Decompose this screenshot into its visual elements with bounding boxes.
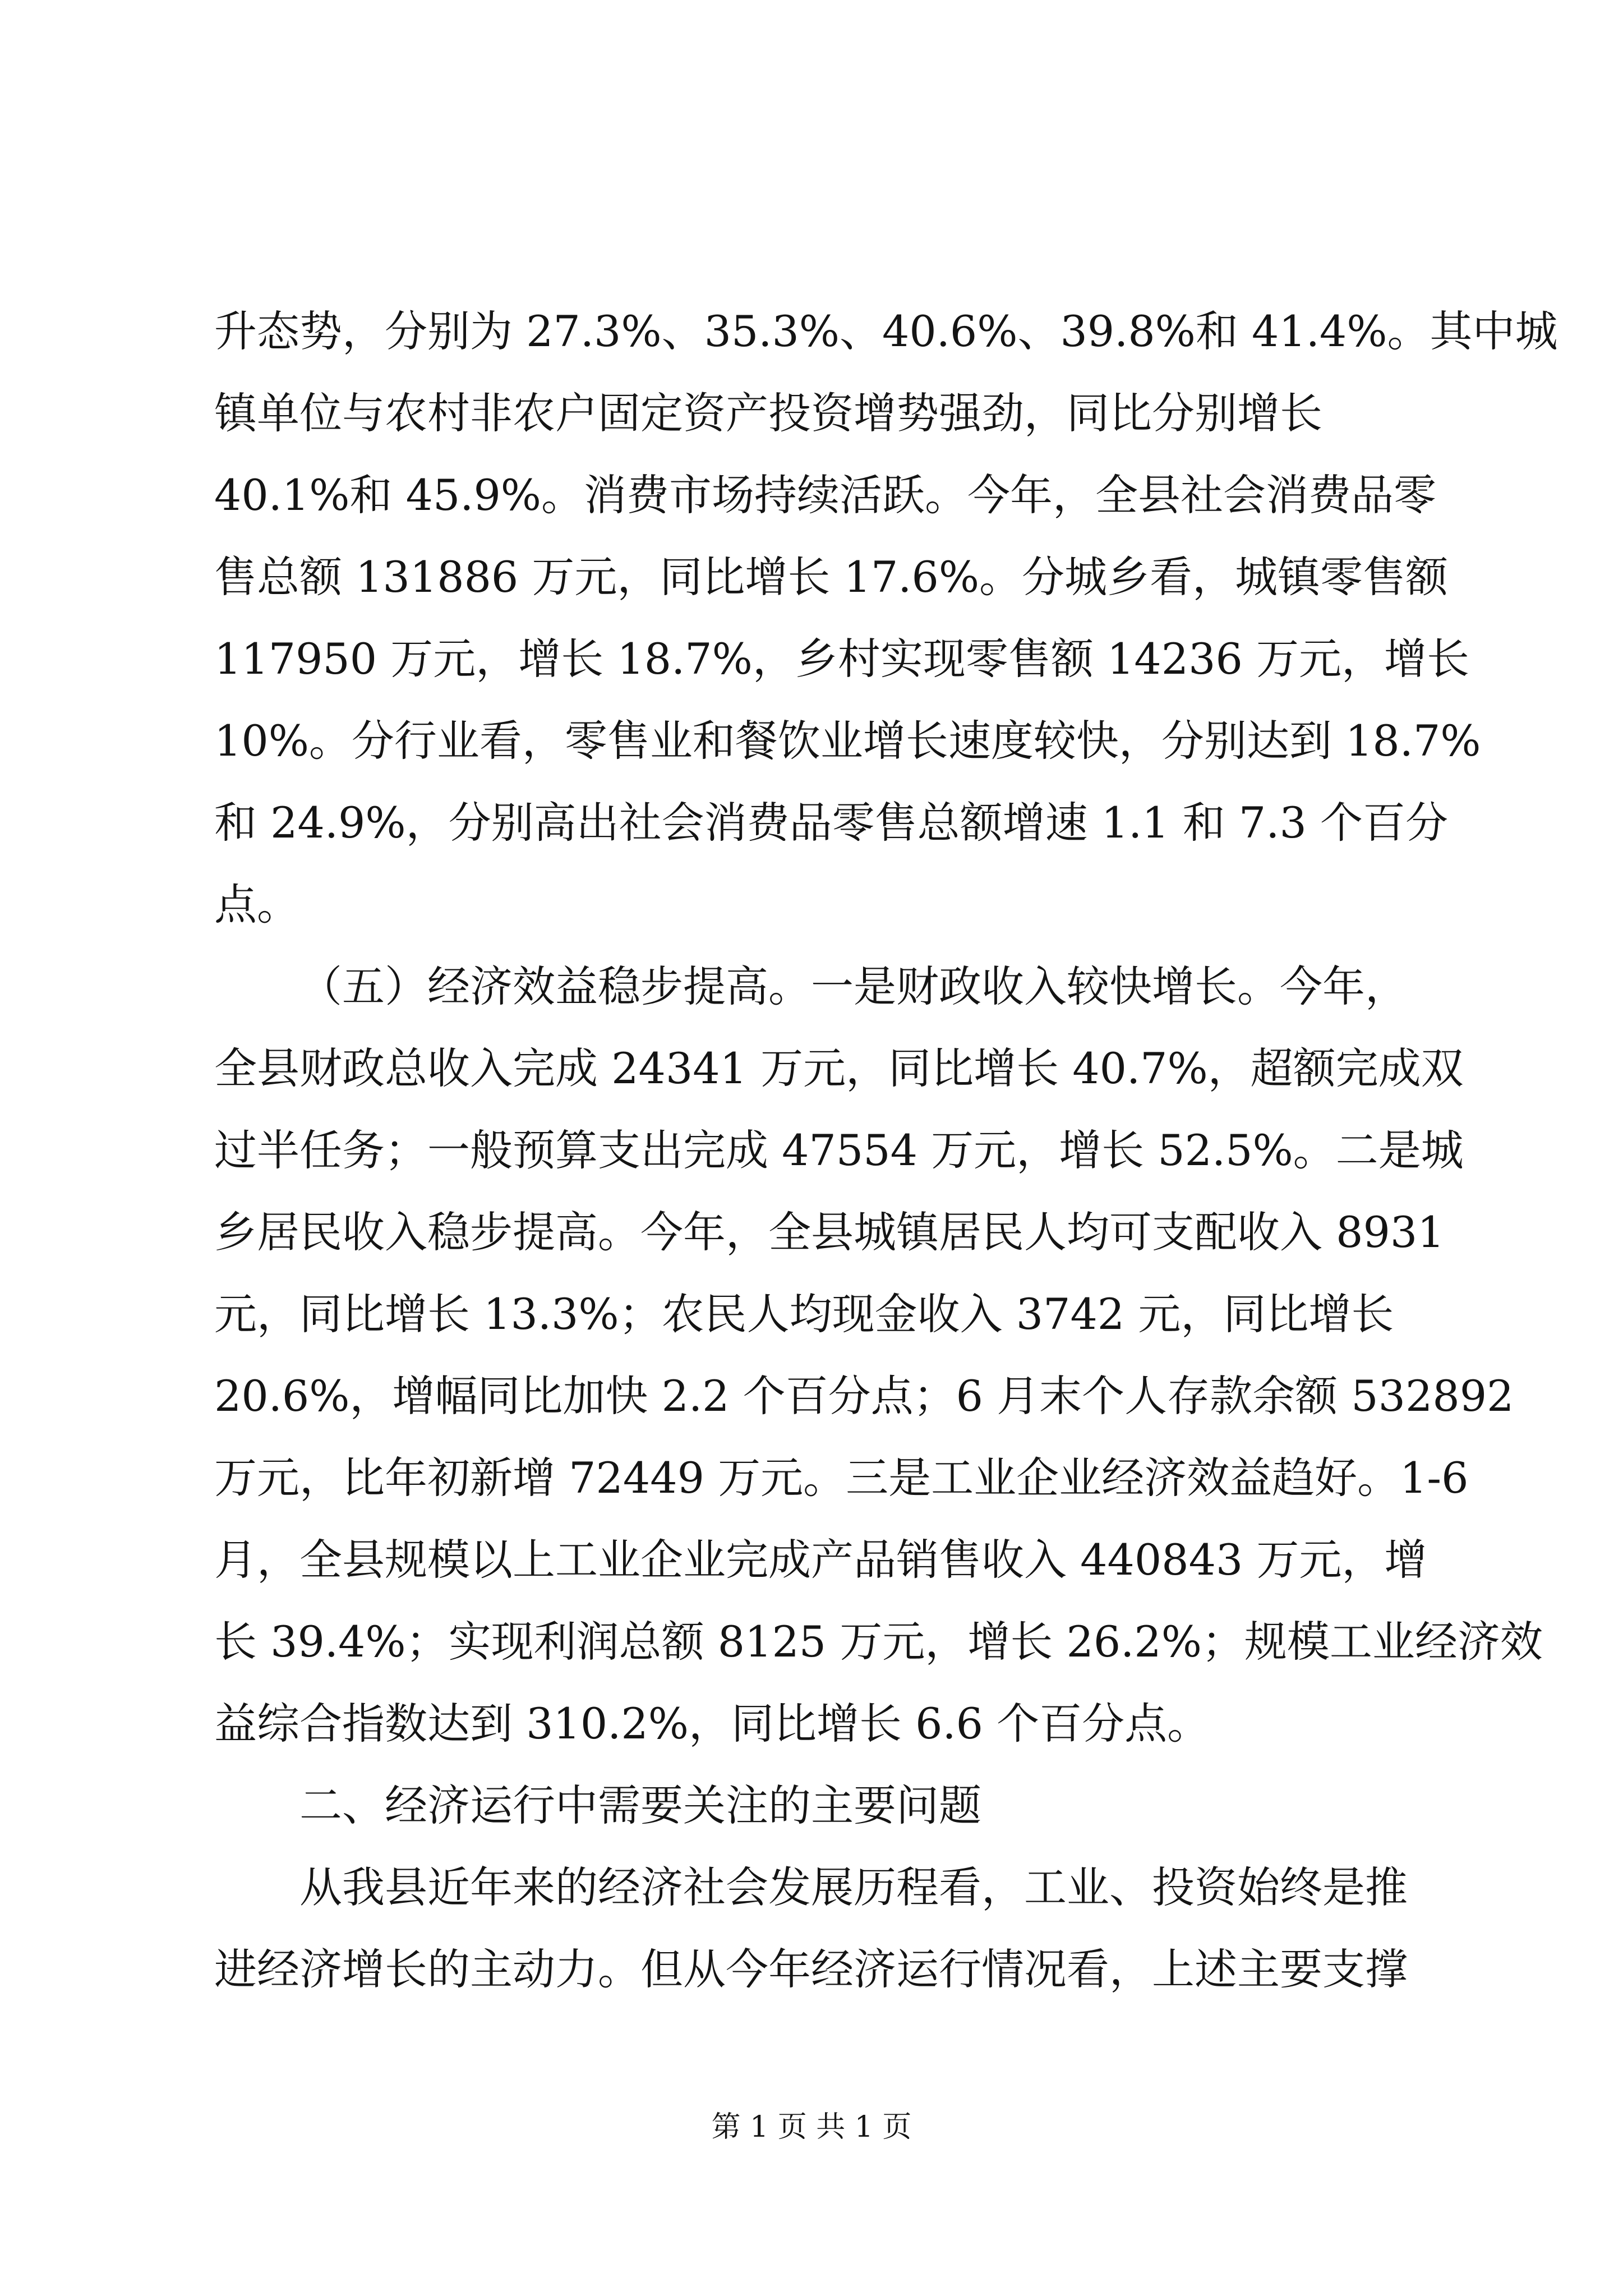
text-line: 元，同比增长 13.3%；农民人均现金收入 3742 元，同比增长 [214,1289,1394,1339]
text-line: 点。 [214,880,299,930]
text-line: 长 39.4%；实现利润总额 8125 万元，增长 26.2%；规模工业经济效 [214,1617,1543,1667]
text-line: 月，全县规模以上工业企业完成产品销售收入 440843 万元，增 [214,1535,1427,1585]
text-line: 升态势，分别为 27.3%、35.3%、40.6%、39.8%和 41.4%。其中城 [214,306,1558,356]
page-footer: 第 1 页 共 1 页 [711,2110,912,2144]
text-line: 乡居民收入稳步提高。今年，全县城镇居民人均可支配收入 8931 [214,1207,1445,1257]
text-line: 从我县近年来的经济社会发展历程看，工业、投资始终是推 [299,1862,1408,1912]
text-line: 10%。分行业看，零售业和餐饮业增长速度较快，分别达到 18.7% [214,716,1481,766]
text-line: 万元，比年初新增 72449 万元。三是工业企业经济效益趋好。1-6 [214,1453,1469,1503]
text-line: 117950 万元，增长 18.7%，乡村实现零售额 14236 万元，增长 [214,634,1469,684]
text-line: 20.6%，增幅同比加快 2.2 个百分点；6 月末个人存款余额 532892 [214,1371,1514,1421]
text-line: 售总额 131886 万元，同比增长 17.6%。分城乡看，城镇零售额 [214,552,1449,602]
text-line: 40.1%和 45.9%。消费市场持续活跃。今年，全县社会消费品零 [214,470,1437,520]
section-heading: 二、经济运行中需要关注的主要问题 [299,1780,981,1830]
text-line: 和 24.9%，分别高出社会消费品零售总额增速 1.1 和 7.3 个百分 [214,798,1448,848]
text-line: 进经济增长的主动力。但从今年经济运行情况看，上述主要支撑 [214,1944,1408,1994]
text-line: 过半任务；一般预算支出完成 47554 万元，增长 52.5%。二是城 [214,1125,1464,1175]
text-line: 益综合指数达到 310.2%，同比增长 6.6 个百分点。 [214,1699,1210,1749]
body-text [214,291,1558,2010]
text-line: 镇单位与农村非农户固定资产投资增势强劲，同比分别增长 [214,388,1322,438]
section-heading: （五）经济效益稳步提高。一是财政收入较快增长。今年， [299,961,1408,1011]
text-line: 全县财政总收入完成 24341 万元，同比增长 40.7%，超额完成双 [214,1043,1464,1093]
